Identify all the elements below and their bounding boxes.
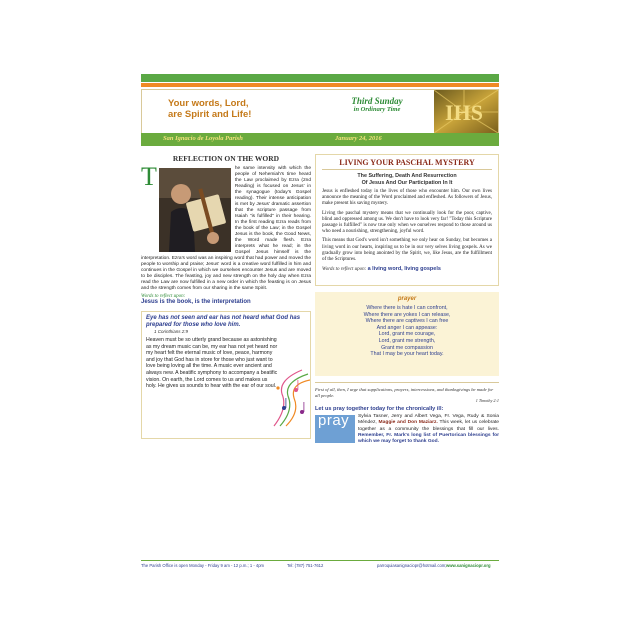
tagline xyxy=(168,98,278,120)
reflection-wtr-answer: Jesus is the book, is the interpretation xyxy=(141,299,251,305)
ihs-letters: IHS xyxy=(445,100,483,125)
top-green-stripe xyxy=(141,74,499,82)
drop-cap: T xyxy=(141,162,157,191)
ihs-emblem-image xyxy=(434,90,498,133)
prayer-box xyxy=(315,292,499,376)
paschal-paragraph-3: This means that God's word isn't something we only hear on Sunday, but becomes a living word in our hearts, inspiring us to be in our very selves living gospels. As we gradually grow into being anointed by the Spirit, we, like Jesus, are the fulfillment of the Scriptures. xyxy=(322,238,492,263)
eye-body: Heaven must be so utterly grand because as astonishing as my dream music can be, my ear has not yet heard nor my heart felt the eternal music of love, peace, harmony and joy that God has in store for those who just want to love being loving all the time. A music ever ancient and always new. A beatific symphony to accompany a beatific vision. On earth, the Lord comes to us and makes us holy. He gives us sounds to hear with the ear of our soul. xyxy=(146,337,278,390)
timothy-quote: First of all, then, I urge that supplications, prayers, intercessions, and thanksgivings be made for all people. xyxy=(315,387,494,398)
footer xyxy=(141,560,499,572)
reflection-wtr-label: Words to reflect upon: xyxy=(141,294,186,299)
paschal-mystery-box xyxy=(315,154,499,286)
paschal-wtr-label: Words to reflect upon: xyxy=(322,267,367,273)
prayer-title: prayer xyxy=(397,296,417,302)
liturgical-day-line-2: in Ordinary Time xyxy=(353,106,401,113)
prayer-line: That I may be your heart today. xyxy=(370,351,444,358)
left-column xyxy=(141,154,311,439)
paschal-subtitle-line-1: The Suffering, Death And Resurrection xyxy=(357,173,457,179)
ezra-scroll-photo xyxy=(159,168,231,252)
pray-heading: Let us pray together today for the chronically ill: xyxy=(315,406,444,413)
prayer-line: Where there is hate I can confront, xyxy=(366,305,448,311)
pray-for-ill-box xyxy=(315,382,499,504)
top-orange-stripe xyxy=(141,83,499,87)
paschal-wtr-answer: a living word, living gospels xyxy=(367,266,441,273)
pray-community-text: This week, let us celebrate together as a community the blessings that fill our lives. xyxy=(358,420,500,432)
paschal-paragraph-1: Jesus is enfleshed today in the lives of those who encounter him. Our own lives announce the meaning of the Word proclaimed and enfleshed. As followers of Jesus, make present his saving mystery. xyxy=(322,189,492,207)
bulletin-date: January 24, 2016 xyxy=(335,134,382,142)
reflection-paragraph: he same intensity with which the people of Nehemiah's time heard the Law proclaimed by Ezra (2nd Reading) is focused on Jesus' in the synagogue (today's Gospel reading). Their intense anticipation is met by Jesus' dramatic assertion that the scripture passage from Isaiah "is fulfilled" in their hearing. In the first reading Ezra reads from the book of the Law; in the Gospel Jesus is the book, the Good News, the Word made flesh. Ezra interprets what he read; in the Gospel Jesus himself is the interpretation. Ezra's word was an inspiring word that had power and moved the people to worship and praise; Jesus' word is a creative word fulfilled in him and continues in the Gospel in which we ourselves encounter Jesus and are moved to be disciples. The feasting, joy and new strength on the holy day when Ezra read the Law are now fulfilled in a new order in which the feasting is on Jesus and the strength comes from our sharing in the same Spirit. xyxy=(141,166,311,291)
music-notes-image xyxy=(272,368,310,428)
parish-name: San Ignacio de Loyola Parish xyxy=(163,134,243,142)
prayer-line: Where there are yokes I can release, xyxy=(363,311,451,318)
liturgical-day xyxy=(332,96,422,113)
pray-logo-image xyxy=(315,412,355,443)
email-link[interactable]: parroquiasanignaciopr@hotmail.com; xyxy=(377,563,447,568)
prayer-line: Grant me compassion xyxy=(381,344,433,351)
paschal-title: LIVING YOUR PASCHAL MYSTERY xyxy=(322,158,492,170)
website-link[interactable]: www.sanignaciopr.org xyxy=(446,563,491,568)
tagline-line-2: are Spirit and Life! xyxy=(168,109,252,120)
eye-citation: 1 Corinthians 2:9 xyxy=(154,329,189,334)
prayer-line: Where there are captives I can free xyxy=(365,318,449,325)
reflection-body xyxy=(141,162,311,292)
paschal-subtitle-line-2: Of Jesus And Our Participation In It xyxy=(361,179,453,186)
masthead xyxy=(141,89,499,134)
prayer-line: And anger I can appease: xyxy=(376,324,438,331)
prayer-line: Lord, grant me strength, xyxy=(378,337,436,344)
liturgical-day-line-1: Third Sunday xyxy=(351,96,403,106)
reflection-title: REFLECTION ON THE WORD xyxy=(172,154,280,163)
eye-has-not-seen-box xyxy=(141,311,311,439)
office-hours: The Parish Office is open Monday - Friday 9 am - 12 p.m.; 1 - 4pm xyxy=(141,563,265,568)
paschal-paragraph-2: Living the paschal mystery means that we continually look for the poor, captive, blind and oppressed among us. We don't have to look very far! "Today this Scripture passage is fulfilled" is now true only when we ourselves respond to those around us who need a nourishing, strengthening, joyful word. xyxy=(322,210,492,235)
pray-body xyxy=(315,414,499,445)
ill-names-bold: Maggie and Don Maziarz. xyxy=(378,420,438,426)
phone: Tel: (787) 751-7612 xyxy=(287,563,324,568)
pray-logo-text: pray xyxy=(318,412,350,430)
paschal-wtr xyxy=(322,266,492,272)
eye-heading: Eye has not seen and ear has not heard what God has prepared for those who love him. xyxy=(146,315,301,328)
date-bar xyxy=(141,133,499,146)
right-column xyxy=(315,154,499,504)
bulletin-page xyxy=(141,74,499,574)
pray-remember-text: Remember, Fr. Mark's long list of Puertorican blessings for which we may forget to thank God. xyxy=(358,432,499,444)
ill-names: Sylvia Tasner, Jerry and Albert Vega, Fr. Vega, Rudy & Sonia Méndez, xyxy=(358,414,499,426)
prayer-line: Lord, grant me courage, xyxy=(378,331,436,338)
paschal-subtitle xyxy=(322,173,492,186)
tagline-line-1: Your words, Lord, xyxy=(168,98,249,109)
timothy-citation: 1 Timothy 2:1 xyxy=(475,398,499,404)
